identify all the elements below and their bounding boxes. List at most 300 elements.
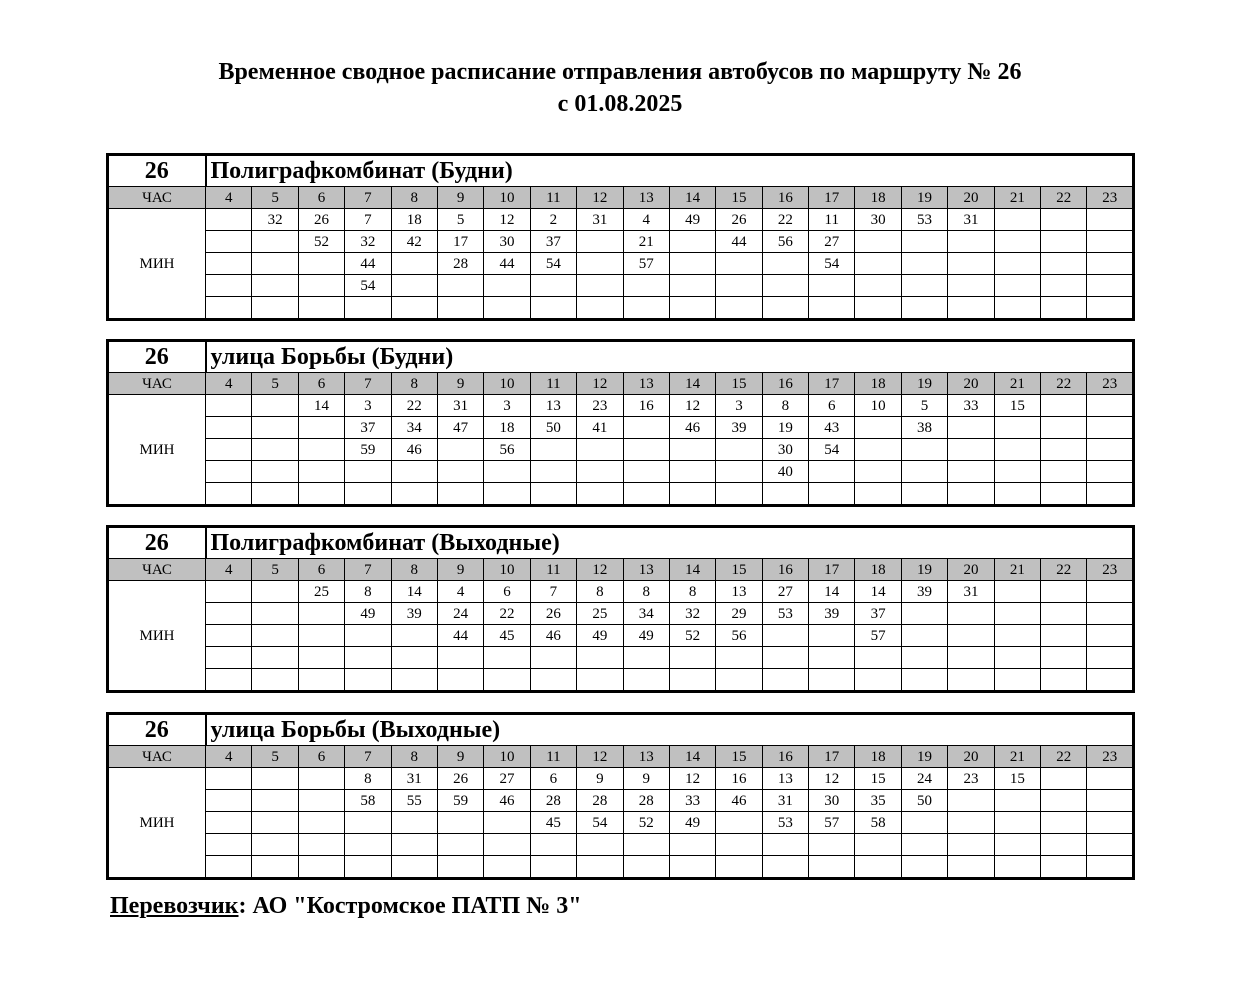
minute-cell: [948, 461, 994, 483]
minute-cell: [391, 483, 437, 506]
hour-cell: 12: [577, 559, 623, 581]
minute-cell: [762, 856, 808, 879]
minute-cell: 26: [716, 209, 762, 231]
minute-cell: [716, 275, 762, 297]
minute-cell: [809, 856, 855, 879]
minute-cell: [1041, 768, 1087, 790]
minute-cell: [484, 856, 530, 879]
minute-cell: 21: [623, 231, 669, 253]
minutes-row: [108, 439, 1134, 461]
hour-cell: 5: [252, 559, 298, 581]
minute-cell: [623, 461, 669, 483]
minute-cell: [669, 231, 715, 253]
minutes-row: [108, 581, 1134, 603]
minute-cell: [1087, 790, 1134, 812]
minute-cell: [855, 231, 901, 253]
minute-cell: [669, 647, 715, 669]
minute-cell: [252, 669, 298, 692]
minute-cell: [623, 417, 669, 439]
hour-cell: 15: [716, 187, 762, 209]
minute-cell: 27: [809, 231, 855, 253]
minutes-row: [108, 768, 1134, 790]
minute-cell: [437, 647, 483, 669]
minute-cell: 35: [855, 790, 901, 812]
minute-cell: 6: [484, 581, 530, 603]
minute-cell: 15: [994, 395, 1040, 417]
hour-cell: 4: [206, 373, 252, 395]
minute-cell: [901, 275, 947, 297]
minute-cell: [994, 669, 1040, 692]
minute-cell: 13: [716, 581, 762, 603]
minute-cell: [669, 483, 715, 506]
minute-cell: 3: [345, 395, 391, 417]
minute-cell: [809, 669, 855, 692]
minute-cell: 26: [437, 768, 483, 790]
minute-cell: [948, 253, 994, 275]
minute-cell: [1041, 856, 1087, 879]
minute-cell: [437, 297, 483, 320]
minute-cell: [345, 669, 391, 692]
stop-name: улица Борьбы (Выходные): [206, 714, 1134, 746]
hour-cell: 17: [809, 187, 855, 209]
minute-cell: [716, 812, 762, 834]
minute-cell: [530, 834, 576, 856]
minute-cell: 22: [484, 603, 530, 625]
minute-cell: [855, 253, 901, 275]
minute-cell: [1087, 253, 1134, 275]
minute-cell: [1087, 834, 1134, 856]
minute-cell: 26: [530, 603, 576, 625]
minute-cell: [437, 856, 483, 879]
minute-cell: [669, 439, 715, 461]
minute-cell: 34: [391, 417, 437, 439]
minute-cell: 3: [716, 395, 762, 417]
hours-row: [108, 559, 1134, 581]
minute-cell: [762, 483, 808, 506]
minute-cell: 53: [762, 812, 808, 834]
minute-cell: [1041, 483, 1087, 506]
minute-cell: [577, 297, 623, 320]
minute-cell: [809, 834, 855, 856]
hour-label: ЧАС: [108, 373, 206, 395]
minute-cell: [577, 439, 623, 461]
minute-cell: [855, 647, 901, 669]
hour-cell: 7: [345, 559, 391, 581]
minute-cell: [901, 647, 947, 669]
minute-cell: [206, 647, 252, 669]
minute-cell: [391, 461, 437, 483]
minute-cell: [252, 768, 298, 790]
minute-cell: [1041, 603, 1087, 625]
minute-cell: 39: [391, 603, 437, 625]
minute-cell: [623, 834, 669, 856]
minute-cell: 30: [809, 790, 855, 812]
minute-cell: 49: [669, 209, 715, 231]
minute-cell: [948, 812, 994, 834]
route-number: 26: [108, 714, 206, 746]
minute-cell: 46: [530, 625, 576, 647]
minute-cell: 13: [762, 768, 808, 790]
minute-cell: 14: [298, 395, 344, 417]
page-subtitle-date: с 01.08.2025: [557, 91, 683, 117]
minute-cell: 12: [484, 209, 530, 231]
hour-cell: 8: [391, 559, 437, 581]
minute-cell: [1087, 768, 1134, 790]
route-number: 26: [108, 155, 206, 187]
minute-cell: [994, 253, 1040, 275]
minute-cell: [345, 856, 391, 879]
minute-cell: [484, 275, 530, 297]
minute-cell: [994, 297, 1040, 320]
minutes-row: [108, 483, 1134, 506]
hour-cell: 6: [298, 373, 344, 395]
minute-cell: [530, 439, 576, 461]
minute-cell: [855, 669, 901, 692]
minute-cell: [994, 483, 1040, 506]
minute-cell: 7: [345, 209, 391, 231]
minute-cell: [669, 253, 715, 275]
minute-cell: [1087, 417, 1134, 439]
minute-cell: [298, 461, 344, 483]
minute-cell: [855, 834, 901, 856]
stop-name: улица Борьбы (Будни): [206, 341, 1134, 373]
minute-cell: 57: [623, 253, 669, 275]
min-label: МИН: [108, 395, 206, 506]
minutes-row: [108, 253, 1134, 275]
minute-cell: [345, 834, 391, 856]
minute-cell: 30: [855, 209, 901, 231]
minute-cell: [530, 275, 576, 297]
minute-cell: [1041, 647, 1087, 669]
minute-cell: [577, 669, 623, 692]
minute-cell: [298, 603, 344, 625]
hour-cell: 17: [809, 373, 855, 395]
minute-cell: [530, 297, 576, 320]
minute-cell: [437, 834, 483, 856]
minute-cell: [298, 275, 344, 297]
minute-cell: 44: [345, 253, 391, 275]
minute-cell: [206, 395, 252, 417]
minutes-row: [108, 812, 1134, 834]
minute-cell: 45: [530, 812, 576, 834]
minute-cell: 18: [391, 209, 437, 231]
minute-cell: [252, 253, 298, 275]
minute-cell: [206, 790, 252, 812]
minute-cell: [1041, 209, 1087, 231]
minute-cell: 57: [809, 812, 855, 834]
hour-cell: 9: [437, 187, 483, 209]
minute-cell: 16: [716, 768, 762, 790]
minute-cell: [1087, 603, 1134, 625]
hour-cell: 6: [298, 187, 344, 209]
hour-cell: 14: [669, 559, 715, 581]
hour-cell: 23: [1087, 746, 1134, 768]
minute-cell: [298, 297, 344, 320]
minute-cell: [1087, 625, 1134, 647]
minute-cell: 8: [577, 581, 623, 603]
minute-cell: [1087, 856, 1134, 879]
minute-cell: [252, 483, 298, 506]
minute-cell: 39: [809, 603, 855, 625]
minute-cell: [762, 625, 808, 647]
minute-cell: 10: [855, 395, 901, 417]
minute-cell: 19: [762, 417, 808, 439]
hour-cell: 14: [669, 746, 715, 768]
minute-cell: [901, 253, 947, 275]
minute-cell: [716, 669, 762, 692]
hour-cell: 19: [901, 746, 947, 768]
minute-cell: [252, 275, 298, 297]
minute-cell: 32: [669, 603, 715, 625]
minute-cell: [252, 625, 298, 647]
minute-cell: 52: [669, 625, 715, 647]
minute-cell: [530, 669, 576, 692]
hour-cell: 10: [484, 559, 530, 581]
minute-cell: [716, 834, 762, 856]
minute-cell: [948, 439, 994, 461]
minute-cell: [1041, 790, 1087, 812]
minute-cell: [298, 856, 344, 879]
minute-cell: [855, 856, 901, 879]
minutes-row: [108, 231, 1134, 253]
minute-cell: 14: [391, 581, 437, 603]
minute-cell: [994, 461, 1040, 483]
hour-cell: 23: [1087, 187, 1134, 209]
hours-row: [108, 746, 1134, 768]
minute-cell: 9: [577, 768, 623, 790]
minute-cell: 23: [948, 768, 994, 790]
minute-cell: 56: [762, 231, 808, 253]
hour-cell: 9: [437, 373, 483, 395]
minute-cell: [1087, 669, 1134, 692]
hour-cell: 15: [716, 746, 762, 768]
hour-cell: 7: [345, 187, 391, 209]
minute-cell: 23: [577, 395, 623, 417]
minute-cell: 2: [530, 209, 576, 231]
minute-cell: [206, 417, 252, 439]
minute-cell: [1041, 395, 1087, 417]
minute-cell: [530, 483, 576, 506]
minute-cell: 55: [391, 790, 437, 812]
minute-cell: [669, 275, 715, 297]
minute-cell: 22: [762, 209, 808, 231]
minute-cell: 44: [437, 625, 483, 647]
hour-cell: 22: [1041, 373, 1087, 395]
minute-cell: [391, 625, 437, 647]
minute-cell: [623, 275, 669, 297]
minute-cell: [252, 790, 298, 812]
minute-cell: [577, 834, 623, 856]
minute-cell: 59: [345, 439, 391, 461]
hour-label: ЧАС: [108, 746, 206, 768]
minute-cell: [391, 834, 437, 856]
minutes-row: [108, 297, 1134, 320]
minute-cell: 24: [901, 768, 947, 790]
minute-cell: 40: [762, 461, 808, 483]
minute-cell: 24: [437, 603, 483, 625]
minute-cell: 31: [762, 790, 808, 812]
hour-cell: 21: [994, 187, 1040, 209]
minute-cell: [298, 790, 344, 812]
hour-cell: 21: [994, 373, 1040, 395]
minute-cell: [206, 768, 252, 790]
minute-cell: [762, 253, 808, 275]
minute-cell: [530, 461, 576, 483]
minute-cell: [391, 812, 437, 834]
minute-cell: [252, 461, 298, 483]
minute-cell: 8: [623, 581, 669, 603]
hour-cell: 17: [809, 746, 855, 768]
minute-cell: [206, 834, 252, 856]
minute-cell: 8: [345, 768, 391, 790]
minute-cell: [994, 603, 1040, 625]
hour-cell: 13: [623, 373, 669, 395]
minute-cell: [948, 790, 994, 812]
hour-cell: 16: [762, 187, 808, 209]
minute-cell: 57: [855, 625, 901, 647]
minute-cell: [669, 297, 715, 320]
minute-cell: [437, 812, 483, 834]
minute-cell: [298, 812, 344, 834]
hour-cell: 11: [530, 559, 576, 581]
minute-cell: [994, 625, 1040, 647]
minute-cell: [437, 483, 483, 506]
hour-cell: 18: [855, 187, 901, 209]
minute-cell: [1087, 812, 1134, 834]
minute-cell: 37: [530, 231, 576, 253]
minute-cell: 15: [994, 768, 1040, 790]
hour-cell: 21: [994, 746, 1040, 768]
hour-cell: 15: [716, 559, 762, 581]
minute-cell: 39: [716, 417, 762, 439]
minute-cell: 43: [809, 417, 855, 439]
hour-cell: 14: [669, 373, 715, 395]
minute-cell: 30: [762, 439, 808, 461]
minute-cell: [206, 812, 252, 834]
minute-cell: 7: [530, 581, 576, 603]
minute-cell: [1041, 461, 1087, 483]
minute-cell: 18: [484, 417, 530, 439]
minute-cell: [484, 297, 530, 320]
minute-cell: [855, 461, 901, 483]
hour-label: ЧАС: [108, 187, 206, 209]
minute-cell: [994, 209, 1040, 231]
minute-cell: 30: [484, 231, 530, 253]
hour-cell: 19: [901, 559, 947, 581]
minute-cell: [855, 297, 901, 320]
minute-cell: [994, 647, 1040, 669]
minute-cell: [623, 669, 669, 692]
minute-cell: [994, 439, 1040, 461]
minute-cell: 42: [391, 231, 437, 253]
minute-cell: [1041, 669, 1087, 692]
minute-cell: [716, 647, 762, 669]
minute-cell: 31: [948, 209, 994, 231]
min-label: МИН: [108, 581, 206, 692]
minute-cell: 49: [623, 625, 669, 647]
minute-cell: [855, 417, 901, 439]
minute-cell: [252, 231, 298, 253]
minute-cell: [901, 856, 947, 879]
minutes-row: [108, 417, 1134, 439]
hour-cell: 16: [762, 559, 808, 581]
minute-cell: [577, 231, 623, 253]
minute-cell: [530, 647, 576, 669]
minute-cell: [345, 461, 391, 483]
minute-cell: 17: [437, 231, 483, 253]
minute-cell: [206, 625, 252, 647]
hour-cell: 7: [345, 746, 391, 768]
minute-cell: [345, 625, 391, 647]
minute-cell: 58: [855, 812, 901, 834]
minute-cell: 33: [669, 790, 715, 812]
hour-cell: 18: [855, 559, 901, 581]
stop-name: Полиграфкомбинат (Будни): [206, 155, 1134, 187]
minutes-row: [108, 603, 1134, 625]
minute-cell: 31: [948, 581, 994, 603]
minutes-row: [108, 856, 1134, 879]
minute-cell: 12: [669, 768, 715, 790]
minute-cell: [577, 647, 623, 669]
minute-cell: [252, 395, 298, 417]
carrier-value: : АО "Костромское ПАТП № 3": [238, 893, 582, 919]
minute-cell: 38: [901, 417, 947, 439]
minute-cell: 15: [855, 768, 901, 790]
minute-cell: [994, 856, 1040, 879]
minutes-row: [108, 395, 1134, 417]
minute-cell: 56: [716, 625, 762, 647]
hour-cell: 18: [855, 746, 901, 768]
hour-cell: 8: [391, 187, 437, 209]
minute-cell: [994, 581, 1040, 603]
hour-cell: 12: [577, 373, 623, 395]
minute-cell: [1087, 647, 1134, 669]
minute-cell: [901, 834, 947, 856]
minute-cell: [252, 439, 298, 461]
hour-cell: 23: [1087, 559, 1134, 581]
minute-cell: [577, 856, 623, 879]
minute-cell: [298, 417, 344, 439]
minute-cell: 50: [530, 417, 576, 439]
minute-cell: [669, 461, 715, 483]
minute-cell: [762, 275, 808, 297]
minute-cell: [948, 834, 994, 856]
minute-cell: [994, 275, 1040, 297]
minute-cell: [206, 231, 252, 253]
minute-cell: [901, 669, 947, 692]
minute-cell: [855, 439, 901, 461]
minutes-row: [108, 790, 1134, 812]
minute-cell: 12: [669, 395, 715, 417]
hour-cell: 6: [298, 559, 344, 581]
hour-cell: 20: [948, 746, 994, 768]
minute-cell: 14: [855, 581, 901, 603]
minute-cell: [1041, 275, 1087, 297]
carrier-label: Перевозчик: [110, 893, 239, 919]
minute-cell: 39: [901, 581, 947, 603]
minute-cell: 49: [577, 625, 623, 647]
minute-cell: [1087, 439, 1134, 461]
minute-cell: 16: [623, 395, 669, 417]
minute-cell: [345, 812, 391, 834]
hour-cell: 14: [669, 187, 715, 209]
minute-cell: [298, 439, 344, 461]
minute-cell: 31: [391, 768, 437, 790]
minute-cell: [623, 297, 669, 320]
minute-cell: [484, 812, 530, 834]
hour-cell: 22: [1041, 559, 1087, 581]
minute-cell: [298, 483, 344, 506]
